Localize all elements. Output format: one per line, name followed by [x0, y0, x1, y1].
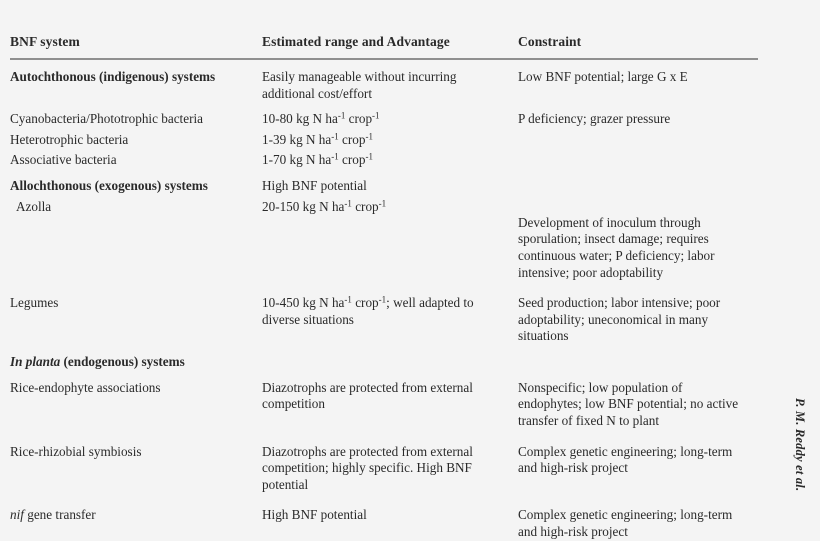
- column-header-system: BNF system: [10, 34, 262, 59]
- table-row: [10, 354, 758, 371]
- cell-constraint: P deficiency; grazer pressure: [518, 111, 671, 127]
- table-row: [10, 380, 758, 430]
- superscript-exponent: -1: [365, 131, 373, 142]
- table-header: [10, 34, 758, 59]
- cell-estimate: [262, 199, 518, 282]
- table-row: [10, 178, 758, 195]
- row-spacer: [10, 493, 758, 507]
- cell-system: [10, 354, 262, 371]
- cell-system: Rice-endophyte associations: [10, 379, 161, 395]
- cell-constraint: Complex genetic engineering; long-term and high-risk project: [518, 443, 733, 476]
- cell-estimate: Easily manageable without incurring additional cost/effort: [262, 68, 457, 101]
- gene-name-italic: nif: [10, 507, 24, 523]
- running-head-text: P. M. Reddy et al.: [793, 398, 807, 492]
- estimate-value-mid: crop: [338, 131, 366, 147]
- cell-estimate: High BNF potential: [262, 507, 367, 523]
- cell-system: Allochthonous (exogenous) systems: [10, 178, 208, 193]
- row-spacer: [10, 281, 758, 295]
- cell-estimate: Diazotrophs are protected from external competition: [262, 379, 473, 412]
- superscript-exponent: -1: [378, 294, 387, 305]
- estimate-value-mid: crop: [345, 111, 373, 127]
- row-spacer: [10, 345, 758, 354]
- table-row: [10, 295, 758, 345]
- cell-estimate: [262, 132, 518, 149]
- row-spacer: [10, 59, 758, 69]
- superscript-exponent: -1: [344, 294, 352, 305]
- cell-estimate: [262, 295, 518, 345]
- cell-constraint: [518, 354, 758, 371]
- column-header-estimate: Estimated range and Advantage: [262, 34, 518, 59]
- cell-constraint: Low BNF potential; large G x E: [518, 68, 688, 84]
- cell-estimate: Diazotrophs are protected from external competition; highly specific. High BNF potential: [262, 443, 473, 492]
- column-header-constraint: Constraint: [518, 34, 758, 59]
- cell-system: Associative bacteria: [10, 152, 117, 168]
- cell-estimate: [262, 111, 518, 128]
- estimate-value: 10-450 kg N ha: [262, 295, 345, 311]
- cell-system: Rice-rhizobial symbiosis: [10, 443, 142, 459]
- cell-constraint: [518, 152, 758, 169]
- table-row: [10, 69, 758, 102]
- row-spacer: [10, 371, 758, 380]
- cell-constraint: Nonspecific; low population of endophytes; low BNF potential; no active transfer of fixed N to plant: [518, 379, 739, 428]
- system-label-rest: (endogenous) systems: [60, 354, 185, 369]
- superscript-exponent: -1: [344, 198, 352, 209]
- bnf-systems-table: [10, 34, 758, 541]
- estimate-value: 1-39 kg N ha: [262, 131, 332, 147]
- superscript-exponent: -1: [337, 110, 346, 121]
- superscript-exponent: -1: [365, 152, 373, 163]
- estimate-value: 1-70 kg N ha: [262, 152, 332, 168]
- system-label-rest: gene transfer: [23, 507, 96, 523]
- row-spacer: [10, 430, 758, 444]
- cell-system: [10, 507, 262, 540]
- table-row: [10, 111, 758, 128]
- cell-constraint: [518, 132, 758, 149]
- superscript-exponent: -1: [331, 131, 339, 142]
- cell-estimate: High BNF potential: [262, 178, 367, 193]
- row-spacer: [10, 102, 758, 111]
- cell-constraint: Complex genetic engineering; long-term and high-risk project: [518, 507, 733, 539]
- table-body: [10, 59, 758, 541]
- cell-constraint: Development of inoculum through sporulation; insect damage; requires continuous water; P deficiency; labor intensive; poor adoptability: [518, 214, 715, 280]
- row-spacer: [10, 169, 758, 178]
- superscript-exponent: -1: [378, 198, 387, 209]
- estimate-value: 20-150 kg N ha: [262, 198, 345, 214]
- superscript-exponent: -1: [372, 110, 380, 121]
- table-row: [10, 152, 758, 169]
- estimate-value-suffix: ; well adapted to diverse situations: [262, 295, 474, 327]
- estimate-value-mid: crop: [338, 152, 366, 168]
- estimate-value-mid: crop: [351, 295, 379, 311]
- taxon-name-italic: In planta: [10, 354, 61, 369]
- cell-system: Heterotrophic bacteria: [10, 131, 129, 147]
- cell-system: Legumes: [10, 295, 59, 311]
- cell-system: Azolla: [16, 198, 52, 214]
- cell-constraint: Seed production; labor intensive; poor adoptability; uneconomical in many situations: [518, 295, 721, 344]
- table-row: [10, 199, 758, 282]
- cell-constraint: [518, 178, 758, 195]
- cell-estimate: [262, 354, 518, 371]
- estimate-value-mid: crop: [351, 198, 379, 214]
- cell-estimate: [262, 152, 518, 169]
- table-row: [10, 507, 758, 540]
- table-row: [10, 132, 758, 149]
- cell-system: Autochthonous (indigenous) systems: [10, 68, 216, 84]
- estimate-value: 10-80 kg N ha: [262, 111, 338, 127]
- superscript-exponent: -1: [331, 152, 339, 163]
- header-row: [10, 34, 758, 59]
- cell-system: Cyanobacteria/Phototrophic bacteria: [10, 111, 203, 127]
- running-head: [792, 398, 814, 518]
- table-row: [10, 444, 758, 494]
